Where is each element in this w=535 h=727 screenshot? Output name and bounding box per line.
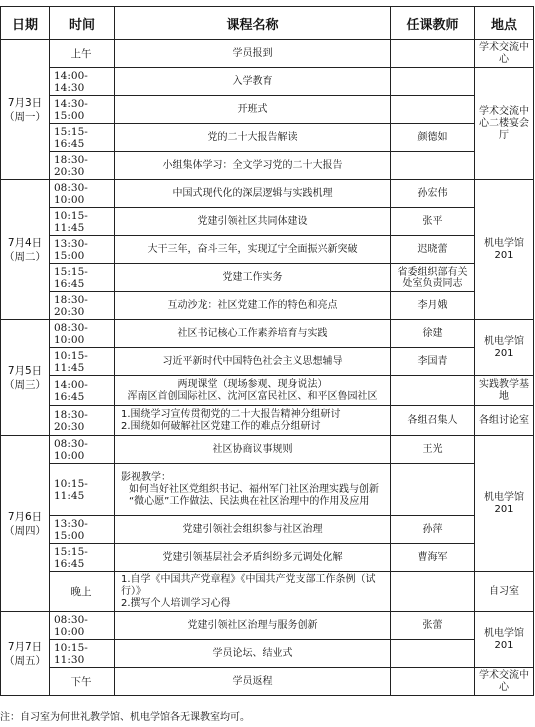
teacher-cell xyxy=(391,96,475,124)
footnote: 注：自习室为何世礼教学馆、机电学馆各无课教室均可。 xyxy=(0,712,250,723)
table-row xyxy=(1,236,534,264)
time-cell: 上午 xyxy=(50,40,115,68)
table-row xyxy=(1,68,534,96)
place-cell: 学术交流中心二楼宴会厅 xyxy=(475,68,534,180)
day-weekday: （周五） xyxy=(4,654,46,667)
place-cell: 机电学馆201 xyxy=(475,320,534,376)
teacher-cell xyxy=(391,464,475,516)
course-line: 1.自学《中国共产党章程》《中国共产党支部工作条例（试行）》 xyxy=(121,573,376,597)
table-row xyxy=(1,376,534,406)
course-line: 如何当好社区党组织书记、福州军门社区治理实践与创新 xyxy=(129,483,379,495)
teacher-cell: 孙宏伟 xyxy=(391,180,475,208)
table-row xyxy=(1,612,534,640)
day-date: 7月4日 xyxy=(7,236,43,249)
table-row xyxy=(1,124,534,152)
course-cell xyxy=(115,464,391,516)
teacher-cell xyxy=(391,640,475,668)
time-cell: 08:30-10:00 xyxy=(50,320,115,348)
time-cell: 15:15-16:45 xyxy=(50,124,115,152)
day-weekday: （周三） xyxy=(4,378,46,391)
table-row xyxy=(1,292,534,320)
teacher-cell: 李国青 xyxy=(391,348,475,376)
course-cell: 党的二十大报告解读 xyxy=(115,124,391,152)
course-cell: 学员报到 xyxy=(115,40,391,68)
place-cell: 机电学馆201 xyxy=(475,180,534,320)
course-cell: 互动沙龙：社区党建工作的特色和亮点 xyxy=(115,292,391,320)
time-cell: 18:30-20:30 xyxy=(50,152,115,180)
teacher-cell: 王光 xyxy=(391,436,475,464)
day-cell xyxy=(1,40,50,180)
course-cell xyxy=(115,572,391,612)
table-row xyxy=(1,96,534,124)
day-cell xyxy=(1,180,50,320)
time-cell: 14:00-14:30 xyxy=(50,68,115,96)
time-cell: 15:15-16:45 xyxy=(50,544,115,572)
course-cell: 党建引领社区共同体建设 xyxy=(115,208,391,236)
teacher-cell: 孙萍 xyxy=(391,516,475,544)
course-cell: 党建引领社区治理与服务创新 xyxy=(115,612,391,640)
day-cell xyxy=(1,612,50,696)
course-cell: 开班式 xyxy=(115,96,391,124)
table-row xyxy=(1,464,534,516)
time-cell: 14:00-16:45 xyxy=(50,376,115,406)
course-cell xyxy=(115,376,391,406)
course-cell: 小组集体学习：全文学习党的二十大报告 xyxy=(115,152,391,180)
time-cell: 18:30-20:30 xyxy=(50,406,115,436)
teacher-cell: 曹海军 xyxy=(391,544,475,572)
course-cell: 大干三年，奋斗三年，实现辽宁全面振兴新突破 xyxy=(115,236,391,264)
time-cell: 15:15-16:45 xyxy=(50,264,115,292)
course-line: 浑南区首创国际社区、沈河区富民社区、和平区鲁园社区 xyxy=(127,390,378,402)
table-row xyxy=(1,320,534,348)
table-header-row xyxy=(1,7,534,40)
course-cell: 社区书记核心工作素养培育与实践 xyxy=(115,320,391,348)
place-cell: 各组讨论室 xyxy=(475,406,534,436)
time-cell: 10:15-11:45 xyxy=(50,464,115,516)
teacher-cell: 颜德如 xyxy=(391,124,475,152)
course-cell xyxy=(115,406,391,436)
table-row xyxy=(1,668,534,696)
header-course: 课程名称 xyxy=(115,7,391,40)
table-row xyxy=(1,572,534,612)
course-cell: 学员返程 xyxy=(115,668,391,696)
day-date: 7月5日 xyxy=(7,364,43,377)
time-cell: 14:30-15:00 xyxy=(50,96,115,124)
time-cell: 10:15-11:45 xyxy=(50,208,115,236)
table-row xyxy=(1,348,534,376)
teacher-cell xyxy=(391,68,475,96)
teacher-cell: 迟晓蕾 xyxy=(391,236,475,264)
place-cell: 实践教学基地 xyxy=(475,376,534,406)
teacher-cell: 李月娥 xyxy=(391,292,475,320)
day-date: 7月7日 xyxy=(7,640,43,653)
teacher-cell xyxy=(391,40,475,68)
place-cell: 自习室 xyxy=(475,572,534,612)
schedule-table xyxy=(0,6,534,696)
day-weekday: （周四） xyxy=(4,524,46,537)
place-cell: 机电学馆201 xyxy=(475,436,534,572)
time-cell: 13:30-15:00 xyxy=(50,236,115,264)
course-line: 两现课堂（现场参观、现身说法） xyxy=(177,378,328,390)
table-row xyxy=(1,436,534,464)
time-cell: 08:30-10:00 xyxy=(50,436,115,464)
course-cell: 党建引领基层社会矛盾纠纷多元调处化解 xyxy=(115,544,391,572)
day-date: 7月3日 xyxy=(7,96,43,109)
teacher-cell xyxy=(391,572,475,612)
day-weekday: （周二） xyxy=(4,250,46,263)
table-row xyxy=(1,152,534,180)
table-row xyxy=(1,516,534,544)
course-line: 2.围绕如何破解社区党建工作的难点分组研讨 xyxy=(121,420,321,432)
time-cell: 下午 xyxy=(50,668,115,696)
header-time: 时间 xyxy=(50,7,115,40)
teacher-cell xyxy=(391,376,475,406)
table-row xyxy=(1,208,534,236)
teacher-cell: 张蕾 xyxy=(391,612,475,640)
time-cell: 08:30-10:00 xyxy=(50,612,115,640)
course-cell: 党建引领社会组织参与社区治理 xyxy=(115,516,391,544)
header-date: 日期 xyxy=(1,7,50,40)
course-cell: 中国式现代化的深层逻辑与实践机理 xyxy=(115,180,391,208)
place-cell: 学术交流中心 xyxy=(475,40,534,68)
course-cell: 党建工作实务 xyxy=(115,264,391,292)
teacher-cell: 张平 xyxy=(391,208,475,236)
course-line: 2.撰写个人培训学习心得 xyxy=(121,597,231,609)
teacher-cell: 徐建 xyxy=(391,320,475,348)
header-place: 地点 xyxy=(475,7,534,40)
teacher-cell xyxy=(391,668,475,696)
day-cell xyxy=(1,320,50,436)
table-row xyxy=(1,180,534,208)
table-row xyxy=(1,544,534,572)
time-cell: 18:30-20:30 xyxy=(50,292,115,320)
time-cell: 13:30-15:00 xyxy=(50,516,115,544)
day-date: 7月6日 xyxy=(7,510,43,523)
course-cell: 学员论坛、结业式 xyxy=(115,640,391,668)
place-cell: 机电学馆201 xyxy=(475,612,534,668)
table-row xyxy=(1,406,534,436)
day-weekday: （周一） xyxy=(4,110,46,123)
place-cell: 学术交流中心 xyxy=(475,668,534,696)
header-teacher: 任课教师 xyxy=(391,7,475,40)
day-cell xyxy=(1,436,50,612)
course-line: “微心愿”工作做法、民法典在社区治理中的作用及应用 xyxy=(129,495,370,507)
course-line: 影视教学： xyxy=(121,471,171,483)
teacher-cell xyxy=(391,152,475,180)
course-cell: 社区协商议事规则 xyxy=(115,436,391,464)
time-cell: 10:15-11:45 xyxy=(50,348,115,376)
course-cell: 入学教育 xyxy=(115,68,391,96)
time-cell: 10:15-11:30 xyxy=(50,640,115,668)
course-line: 1.围绕学习宣传贯彻党的二十大报告精神分组研讨 xyxy=(121,408,341,420)
teacher-cell: 各组召集人 xyxy=(391,406,475,436)
table-row xyxy=(1,640,534,668)
course-cell: 习近平新时代中国特色社会主义思想辅导 xyxy=(115,348,391,376)
table-row xyxy=(1,40,534,68)
time-cell: 晚上 xyxy=(50,572,115,612)
teacher-cell: 省委组织部有关处室负责同志 xyxy=(391,264,475,292)
table-row xyxy=(1,264,534,292)
time-cell: 08:30-10:00 xyxy=(50,180,115,208)
